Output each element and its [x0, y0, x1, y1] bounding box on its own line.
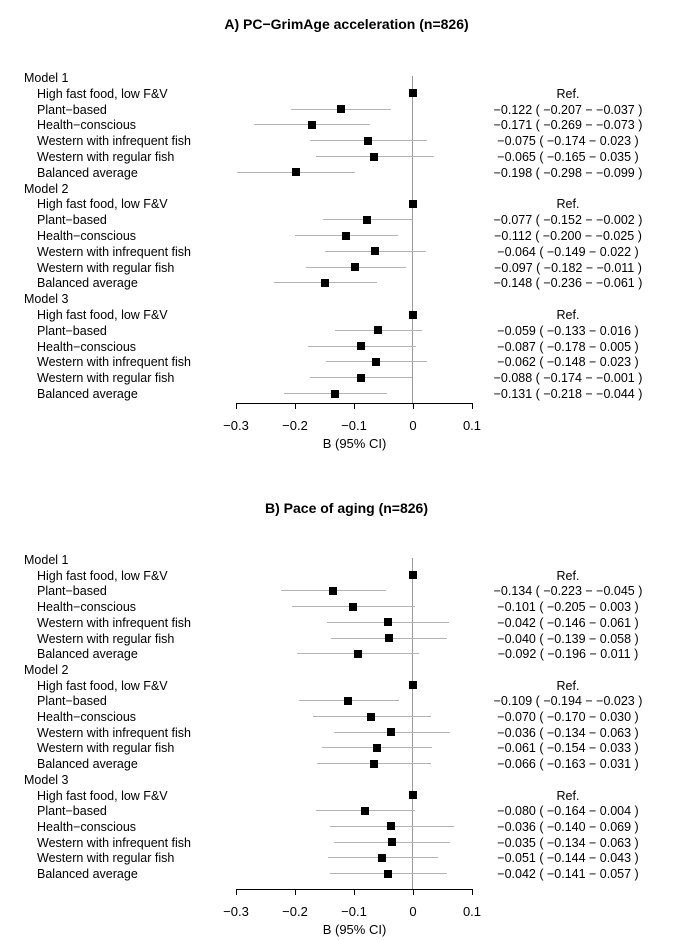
ci-line	[316, 810, 415, 811]
point-marker	[388, 838, 396, 846]
estimate-text: −0.097 ( −0.182 − −0.011 )	[494, 260, 642, 275]
estimate-text: −0.040 ( −0.139 − 0.058 )	[497, 631, 639, 646]
ci-line	[291, 109, 391, 110]
point-marker	[349, 603, 357, 611]
estimate-text: −0.042 ( −0.141 − 0.057 )	[497, 867, 639, 881]
point-marker	[363, 216, 371, 224]
x-axis-tick	[472, 403, 473, 409]
point-marker	[384, 870, 392, 878]
row-label: Western with infrequent fish	[37, 244, 192, 259]
point-marker	[357, 374, 365, 382]
point-marker	[321, 279, 329, 287]
point-marker	[373, 744, 381, 752]
estimate-text: −0.075 ( −0.174 − 0.023 )	[497, 134, 639, 149]
row-label: Balanced average	[37, 757, 138, 772]
row-label: Health−conscious	[37, 819, 137, 834]
row-label: Plant−based	[37, 804, 107, 819]
row-label: Western with regular fish	[37, 371, 175, 386]
row-label: High fast food, low F&V	[37, 197, 168, 212]
x-axis-tick-label: −0.1	[341, 418, 367, 433]
estimate-text: −0.087 ( −0.178 − 0.005 )	[497, 339, 639, 354]
row-label: Western with infrequent fish	[37, 835, 192, 850]
x-axis-tick-label: 0	[409, 904, 417, 919]
estimate-text: Ref.	[556, 197, 580, 212]
point-marker	[378, 854, 386, 862]
estimate-text: −0.064 ( −0.149 − 0.022 )	[497, 244, 639, 259]
estimate-text: −0.080 ( −0.164 − 0.004 )	[497, 804, 639, 819]
row-label: High fast food, low F&V	[37, 788, 168, 803]
group-label: Model 2	[24, 662, 69, 677]
estimate-text: −0.059 ( −0.133 − 0.016 )	[497, 323, 639, 338]
point-marker	[354, 650, 362, 658]
estimate-text: Ref.	[556, 86, 580, 101]
point-marker	[409, 311, 417, 319]
ci-line	[334, 732, 450, 733]
estimate-text: −0.134 ( −0.223 − −0.045 )	[493, 584, 643, 599]
point-marker	[292, 168, 300, 176]
x-axis-tick-label: 0.1	[462, 904, 482, 919]
row-label: Balanced average	[37, 867, 138, 881]
row-label: Plant−based	[37, 694, 107, 709]
x-axis-title: B (95% CI)	[322, 436, 387, 451]
point-marker	[342, 232, 350, 240]
zero-reference-line	[412, 558, 413, 889]
x-axis-tick	[295, 403, 296, 409]
estimate-text: Ref.	[556, 788, 580, 803]
x-axis-tick	[413, 889, 414, 895]
x-axis-tick	[413, 403, 414, 409]
row-label: Balanced average	[37, 165, 138, 180]
group-label: Model 2	[24, 181, 69, 196]
point-marker	[331, 390, 339, 398]
row-label: Health−conscious	[37, 229, 137, 243]
ci-line	[327, 622, 449, 623]
point-marker	[308, 121, 316, 129]
point-marker	[329, 587, 337, 595]
row-label: Western with regular fish	[37, 631, 175, 646]
x-axis-tick-label: −0.2	[282, 418, 308, 433]
row-label: Plant−based	[37, 102, 107, 117]
x-axis-tick-label: 0	[409, 418, 417, 433]
group-label: Model 3	[24, 292, 69, 307]
point-marker	[387, 822, 395, 830]
estimate-text: −0.036 ( −0.140 − 0.069 )	[497, 819, 639, 834]
point-marker	[372, 358, 380, 366]
point-marker	[367, 713, 375, 721]
row-label: Western with regular fish	[37, 851, 175, 866]
point-marker	[409, 791, 417, 799]
estimate-text: −0.035 ( −0.134 − 0.063 )	[497, 835, 639, 850]
x-axis-tick	[236, 403, 237, 409]
estimate-text: −0.092 ( −0.196 − 0.011 )	[497, 647, 639, 662]
ci-line	[295, 235, 398, 236]
ci-line	[313, 716, 431, 717]
point-marker	[370, 760, 378, 768]
point-marker	[409, 200, 417, 208]
zero-reference-line	[412, 76, 413, 403]
ci-line	[328, 857, 438, 858]
estimate-text: −0.065 ( −0.165 − 0.035 )	[497, 150, 639, 164]
row-label: Western with infrequent fish	[37, 134, 192, 149]
ci-line	[334, 842, 450, 843]
ci-line	[325, 251, 426, 252]
point-marker	[370, 153, 378, 161]
estimate-text: −0.036 ( −0.134 − 0.063 )	[497, 725, 639, 740]
ci-line	[284, 393, 387, 394]
estimate-text: Ref.	[556, 678, 580, 693]
point-marker	[357, 342, 365, 350]
row-label: Plant−based	[37, 323, 107, 338]
ci-line	[308, 346, 416, 347]
x-axis-tick	[236, 889, 237, 895]
x-axis-tick	[354, 889, 355, 895]
ci-line	[335, 330, 423, 331]
row-label: High fast food, low F&V	[37, 308, 168, 322]
estimate-text: −0.109 ( −0.194 − −0.023 )	[493, 694, 643, 709]
x-axis-tick-label: −0.1	[341, 904, 367, 919]
group-label: Model 3	[24, 772, 69, 787]
x-axis-tick-label: −0.3	[223, 418, 249, 433]
ci-line	[299, 700, 400, 701]
point-marker	[409, 89, 417, 97]
ci-line	[274, 282, 377, 283]
row-label: Plant−based	[37, 213, 107, 228]
x-axis-title: B (95% CI)	[322, 922, 387, 937]
estimate-text: −0.061 ( −0.154 − 0.033 )	[497, 741, 639, 756]
x-axis-tick	[295, 889, 296, 895]
point-marker	[371, 247, 379, 255]
row-label: Western with infrequent fish	[37, 615, 192, 630]
ci-line	[310, 140, 426, 141]
ci-line	[317, 763, 431, 764]
estimate-text: −0.198 ( −0.298 − −0.099 )	[493, 165, 643, 180]
point-marker	[385, 634, 393, 642]
point-marker	[351, 263, 359, 271]
estimate-text: −0.088 ( −0.174 − −0.001 )	[493, 371, 643, 386]
row-label: Balanced average	[37, 276, 138, 291]
estimate-text: −0.171 ( −0.269 − −0.073 )	[493, 118, 643, 133]
group-label: Model 1	[24, 553, 69, 567]
row-label: High fast food, low F&V	[37, 678, 168, 693]
ci-line	[316, 156, 434, 157]
x-axis-line	[236, 403, 473, 404]
point-marker	[409, 681, 417, 689]
row-label: Western with regular fish	[37, 150, 175, 164]
estimate-text: −0.051 ( −0.144 − 0.043 )	[497, 851, 639, 866]
ci-line	[326, 361, 427, 362]
ci-line	[330, 826, 453, 827]
estimate-text: −0.122 ( −0.207 − −0.037 )	[493, 102, 643, 117]
row-label: Plant−based	[37, 584, 107, 599]
ci-line	[330, 873, 447, 874]
estimate-text: −0.042 ( −0.146 − 0.061 )	[497, 615, 639, 630]
estimate-text: −0.131 ( −0.218 − −0.044 )	[493, 387, 643, 401]
row-label: Health−conscious	[37, 118, 137, 133]
ci-line	[281, 590, 386, 591]
point-marker	[361, 807, 369, 815]
ci-line	[322, 747, 432, 748]
point-marker	[387, 728, 395, 736]
panel-a-title: A) PC−GrimAge acceleration (n=826)	[224, 16, 469, 32]
row-label: Health−conscious	[37, 600, 137, 615]
row-label: Western with regular fish	[37, 741, 175, 756]
row-label: Western with infrequent fish	[37, 725, 192, 740]
ci-line	[331, 638, 447, 639]
x-axis-tick-label: −0.2	[282, 904, 308, 919]
row-label: Balanced average	[37, 387, 138, 401]
group-label: Model 1	[24, 71, 69, 85]
ci-line	[323, 219, 412, 220]
estimate-text: Ref.	[556, 568, 580, 583]
estimate-text: −0.148 ( −0.236 − −0.061 )	[493, 276, 643, 291]
point-marker	[409, 571, 417, 579]
row-label: High fast food, low F&V	[37, 86, 168, 101]
estimate-text: −0.062 ( −0.148 − 0.023 )	[497, 355, 639, 370]
row-label: Balanced average	[37, 647, 138, 662]
estimate-text: −0.101 ( −0.205 − 0.003 )	[497, 600, 639, 615]
x-axis-tick	[354, 403, 355, 409]
x-axis-tick	[472, 889, 473, 895]
point-marker	[337, 105, 345, 113]
row-label: High fast food, low F&V	[37, 568, 168, 583]
estimate-text: −0.066 ( −0.163 − 0.031 )	[497, 757, 639, 772]
x-axis-tick-label: −0.3	[223, 904, 249, 919]
point-marker	[364, 137, 372, 145]
ci-line	[310, 377, 412, 378]
ci-line	[237, 172, 354, 173]
row-label: Health−conscious	[37, 710, 137, 724]
x-axis-line	[236, 889, 473, 890]
estimate-text: −0.077 ( −0.152 − −0.002 )	[493, 213, 643, 228]
point-marker	[374, 326, 382, 334]
ci-line	[254, 124, 370, 125]
estimate-text: Ref.	[556, 308, 580, 322]
panel-b-title: B) Pace of aging (n=826)	[265, 500, 428, 516]
point-marker	[384, 618, 392, 626]
point-marker	[344, 697, 352, 705]
estimate-text: −0.112 ( −0.200 − −0.025 )	[494, 229, 642, 243]
row-label: Health−conscious	[37, 339, 137, 354]
ci-line	[306, 267, 407, 268]
estimate-text: −0.070 ( −0.170 − 0.030 )	[497, 710, 639, 724]
row-label: Western with regular fish	[37, 260, 175, 275]
x-axis-tick-label: 0.1	[462, 418, 482, 433]
ci-line	[297, 653, 419, 654]
row-label: Western with infrequent fish	[37, 355, 192, 370]
ci-line	[292, 606, 415, 607]
